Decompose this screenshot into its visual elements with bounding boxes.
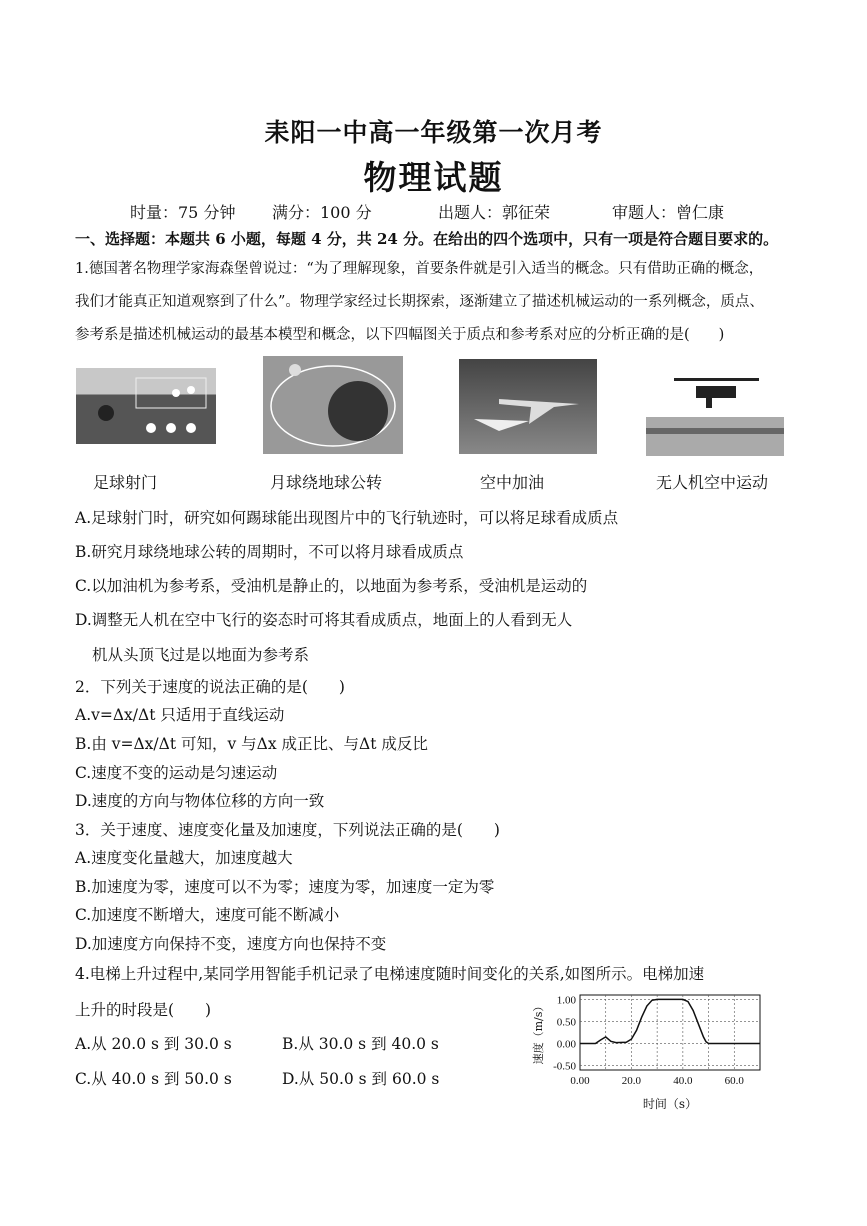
caption-soccer: 足球射门 bbox=[93, 473, 158, 492]
q4-option-b: B.从 30.0 s 到 40.0 s bbox=[282, 1035, 439, 1053]
y-axis-label: 速度（m/s） bbox=[532, 1000, 545, 1065]
exam-time: 时量：75 分钟 bbox=[130, 203, 236, 222]
x-tick-label: 40.0 bbox=[673, 1075, 693, 1087]
q4-option-a: A.从 20.0 s 到 30.0 s bbox=[75, 1035, 232, 1053]
q1-stem-3: 参考系是描述机械运动的最基本模型和概念，以下四幅图关于质点和参考系对应的分析正确的是( ) bbox=[75, 327, 725, 343]
full-score: 满分：100 分 bbox=[272, 203, 372, 222]
x-tick-label: 20.0 bbox=[621, 1075, 642, 1087]
refueling-image bbox=[459, 359, 597, 454]
q1-stem-1: 1.德国著名物理学家海森堡曾说过：“为了理解现象，首要条件就是引入适当的概念。只有借助正确的概念， bbox=[75, 261, 764, 277]
q4-option-d: D.从 50.0 s 到 60.0 s bbox=[282, 1070, 440, 1088]
q3-option-d: D.加速度方向保持不变，速度方向也保持不变 bbox=[75, 935, 387, 953]
moon-earth-image bbox=[263, 356, 403, 454]
y-tick-label: -0.50 bbox=[553, 1060, 576, 1073]
x-tick-label: 60.0 bbox=[724, 1075, 744, 1087]
y-tick-label: 1.00 bbox=[556, 994, 576, 1007]
q2-option-a: A.v=Δx/Δt 只适用于直线运动 bbox=[75, 706, 285, 724]
q2-option-d: D.速度的方向与物体位移的方向一致 bbox=[75, 792, 325, 810]
caption-refuel: 空中加油 bbox=[480, 473, 545, 492]
q1-option-a: A.足球射门时，研究如何踢球能出现图片中的飞行轨迹时，可以将足球看成质点 bbox=[75, 509, 619, 527]
section-heading: 一、选择题：本题共 6 小题，每题 4 分，共 24 分。在给出的四个选项中，只有一项是符合题目要求的。 bbox=[75, 230, 779, 248]
exam-title: 耒阳一中高一年级第一次月考 bbox=[264, 118, 603, 147]
y-tick-label: 0.00 bbox=[556, 1038, 576, 1051]
q1-stem-2: 我们才能真正知道观察到了什么”。物理学家经过长期探索，逐渐建立了描述机械运动的一系列概念，质点、 bbox=[75, 294, 764, 310]
x-tick-label: 0.00 bbox=[570, 1075, 590, 1087]
caption-drone: 无人机空中运动 bbox=[656, 473, 769, 492]
velocity-time-graph bbox=[520, 985, 770, 1135]
q3-option-b: B.加速度为零，速度可以不为零；速度为零，加速度一定为零 bbox=[75, 878, 495, 896]
x-axis-label: 时间（s） bbox=[642, 1097, 698, 1111]
q3-option-a: A.速度变化量越大，加速度越大 bbox=[75, 849, 293, 867]
drone-image bbox=[646, 358, 784, 456]
caption-moon: 月球绕地球公转 bbox=[270, 473, 383, 492]
reviewer: 审题人：曾仁康 bbox=[612, 203, 725, 222]
y-tick-label: 0.50 bbox=[556, 1016, 576, 1029]
q1-option-b: B.研究月球绕地球公转的周期时，不可以将月球看成质点 bbox=[75, 543, 464, 561]
subject-title: 物理试题 bbox=[363, 158, 504, 197]
q1-option-d-2: 机从头顶飞过是以地面为参考系 bbox=[92, 646, 310, 664]
q1-option-d-1: D.调整无人机在空中飞行的姿态时可将其看成质点，地面上的人看到无人 bbox=[75, 611, 573, 629]
author: 出题人：郭征荣 bbox=[438, 203, 551, 222]
q2-option-b: B.由 v=Δx/Δt 可知，v 与Δx 成正比、与Δt 成反比 bbox=[75, 735, 428, 753]
soccer-image bbox=[76, 368, 216, 444]
q1-option-c: C.以加油机为参考系，受油机是静止的，以地面为参考系，受油机是运动的 bbox=[75, 577, 588, 595]
q4-stem-1: 4.电梯上升过程中,某同学用智能手机记录了电梯速度随时间变化的关系,如图所示。电梯加速 bbox=[75, 965, 705, 983]
q2-option-c: C.速度不变的运动是匀速运动 bbox=[75, 764, 278, 782]
q2-stem: 2．下列关于速度的说法正确的是( ) bbox=[75, 678, 345, 696]
q3-stem: 3．关于速度、速度变化量及加速度，下列说法正确的是( ) bbox=[75, 821, 500, 839]
plot-frame bbox=[580, 995, 760, 1070]
q3-option-c: C.加速度不断增大，速度可能不断减小 bbox=[75, 906, 340, 924]
q4-stem-2: 上升的时段是( ) bbox=[75, 1001, 212, 1019]
q4-option-c: C.从 40.0 s 到 50.0 s bbox=[75, 1070, 232, 1088]
